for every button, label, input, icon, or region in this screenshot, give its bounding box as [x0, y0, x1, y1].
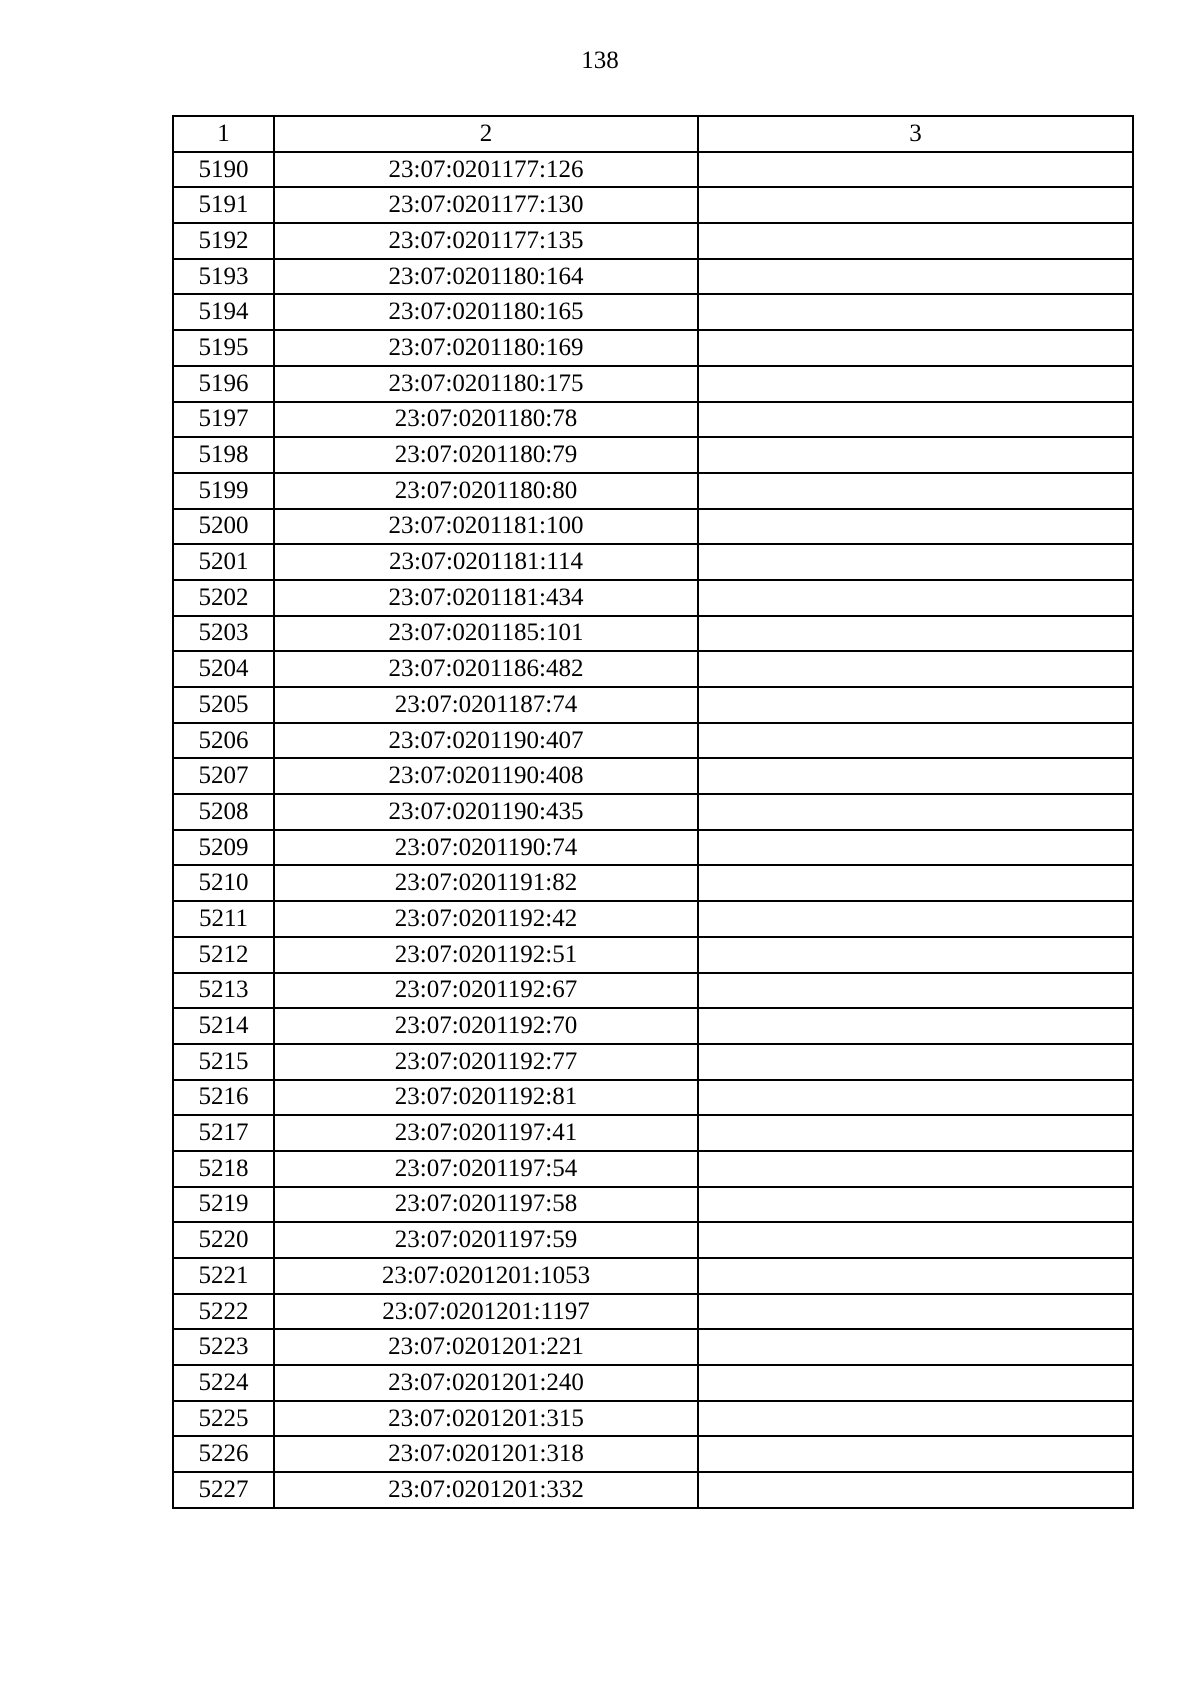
- table-row: [173, 1436, 1133, 1472]
- column-3-cell: [698, 366, 1133, 402]
- cadastral-number-cell: 23:07:0201201:318: [274, 1436, 698, 1472]
- column-3-cell: [698, 1080, 1133, 1116]
- table-body: [173, 152, 1133, 1508]
- cadastral-number-cell: 23:07:0201201:332: [274, 1472, 698, 1508]
- table-row: [173, 1329, 1133, 1365]
- column-3-cell: [698, 1187, 1133, 1223]
- row-number-cell: 5227: [173, 1472, 274, 1508]
- column-3-cell: [698, 580, 1133, 616]
- table-row: [173, 330, 1133, 366]
- column-3-cell: [698, 973, 1133, 1009]
- row-number-cell: 5200: [173, 509, 274, 545]
- row-number-cell: 5198: [173, 437, 274, 473]
- column-header-1: 1: [173, 116, 274, 152]
- cadastral-number-cell: 23:07:0201180:79: [274, 437, 698, 473]
- row-number-cell: 5212: [173, 937, 274, 973]
- column-3-cell: [698, 473, 1133, 509]
- cadastral-number-cell: 23:07:0201180:165: [274, 294, 698, 330]
- table-row: [173, 1294, 1133, 1330]
- column-3-cell: [698, 1472, 1133, 1508]
- row-number-cell: 5197: [173, 402, 274, 438]
- cadastral-number-cell: 23:07:0201190:408: [274, 758, 698, 794]
- column-3-cell: [698, 937, 1133, 973]
- table-row: [173, 1401, 1133, 1437]
- column-3-cell: [698, 1222, 1133, 1258]
- table-row: [173, 1365, 1133, 1401]
- table-row: [173, 865, 1133, 901]
- cadastral-number-cell: 23:07:0201181:100: [274, 509, 698, 545]
- column-3-cell: [698, 865, 1133, 901]
- row-number-cell: 5222: [173, 1294, 274, 1330]
- cadastral-number-cell: 23:07:0201197:54: [274, 1151, 698, 1187]
- table-header: [173, 116, 1133, 152]
- column-3-cell: [698, 152, 1133, 188]
- table-row: [173, 152, 1133, 188]
- table-row: [173, 1044, 1133, 1080]
- row-number-cell: 5223: [173, 1329, 274, 1365]
- column-3-cell: [698, 402, 1133, 438]
- row-number-cell: 5208: [173, 794, 274, 830]
- cadastral-number-cell: 23:07:0201180:169: [274, 330, 698, 366]
- row-number-cell: 5195: [173, 330, 274, 366]
- row-number-cell: 5221: [173, 1258, 274, 1294]
- cadastral-number-cell: 23:07:0201187:74: [274, 687, 698, 723]
- table-row: [173, 187, 1133, 223]
- cadastral-number-cell: 23:07:0201197:59: [274, 1222, 698, 1258]
- table-row: [173, 1472, 1133, 1508]
- table-row: [173, 1008, 1133, 1044]
- column-3-cell: [698, 223, 1133, 259]
- column-3-cell: [698, 1365, 1133, 1401]
- column-3-cell: [698, 1115, 1133, 1151]
- row-number-cell: 5201: [173, 544, 274, 580]
- table-row: [173, 473, 1133, 509]
- column-header-2: 2: [274, 116, 698, 152]
- row-number-cell: 5217: [173, 1115, 274, 1151]
- table-row: [173, 509, 1133, 545]
- table-row: [173, 437, 1133, 473]
- table-row: [173, 544, 1133, 580]
- column-3-cell: [698, 1258, 1133, 1294]
- row-number-cell: 5219: [173, 1187, 274, 1223]
- column-3-cell: [698, 1401, 1133, 1437]
- column-3-cell: [698, 509, 1133, 545]
- row-number-cell: 5194: [173, 294, 274, 330]
- row-number-cell: 5214: [173, 1008, 274, 1044]
- cadastral-number-cell: 23:07:0201192:70: [274, 1008, 698, 1044]
- row-number-cell: 5204: [173, 651, 274, 687]
- table-row: [173, 1151, 1133, 1187]
- cadastral-number-cell: 23:07:0201201:1197: [274, 1294, 698, 1330]
- table-row: [173, 616, 1133, 652]
- row-number-cell: 5213: [173, 973, 274, 1009]
- row-number-cell: 5209: [173, 830, 274, 866]
- table-row: [173, 580, 1133, 616]
- row-number-cell: 5191: [173, 187, 274, 223]
- column-header-3: 3: [698, 116, 1133, 152]
- column-3-cell: [698, 330, 1133, 366]
- column-3-cell: [698, 259, 1133, 295]
- table-row: [173, 687, 1133, 723]
- cadastral-number-cell: 23:07:0201190:407: [274, 723, 698, 759]
- cadastral-number-cell: 23:07:0201192:51: [274, 937, 698, 973]
- cadastral-number-cell: 23:07:0201177:126: [274, 152, 698, 188]
- table-row: [173, 1115, 1133, 1151]
- cadastral-number-cell: 23:07:0201190:435: [274, 794, 698, 830]
- cadastral-number-cell: 23:07:0201185:101: [274, 616, 698, 652]
- cadastral-number-cell: 23:07:0201201:221: [274, 1329, 698, 1365]
- cadastral-number-cell: 23:07:0201201:315: [274, 1401, 698, 1437]
- row-number-cell: 5218: [173, 1151, 274, 1187]
- row-number-cell: 5225: [173, 1401, 274, 1437]
- cadastral-number-cell: 23:07:0201180:80: [274, 473, 698, 509]
- row-number-cell: 5190: [173, 152, 274, 188]
- column-3-cell: [698, 616, 1133, 652]
- column-3-cell: [698, 901, 1133, 937]
- cadastral-number-cell: 23:07:0201180:78: [274, 402, 698, 438]
- table-row: [173, 901, 1133, 937]
- cadastral-number-cell: 23:07:0201192:42: [274, 901, 698, 937]
- column-3-cell: [698, 651, 1133, 687]
- cadastral-number-cell: 23:07:0201180:175: [274, 366, 698, 402]
- column-3-cell: [698, 758, 1133, 794]
- table-row: [173, 1258, 1133, 1294]
- table-row: [173, 758, 1133, 794]
- table-row: [173, 723, 1133, 759]
- row-number-cell: 5215: [173, 1044, 274, 1080]
- cadastral-number-cell: 23:07:0201190:74: [274, 830, 698, 866]
- row-number-cell: 5210: [173, 865, 274, 901]
- column-3-cell: [698, 1151, 1133, 1187]
- row-number-cell: 5206: [173, 723, 274, 759]
- header-row: [173, 116, 1133, 152]
- cadastral-number-cell: 23:07:0201192:67: [274, 973, 698, 1009]
- column-3-cell: [698, 1294, 1133, 1330]
- table-row: [173, 830, 1133, 866]
- cadastral-number-cell: 23:07:0201181:114: [274, 544, 698, 580]
- register-table: [172, 115, 1134, 1509]
- row-number-cell: 5205: [173, 687, 274, 723]
- table-row: [173, 651, 1133, 687]
- column-3-cell: [698, 723, 1133, 759]
- table-row: [173, 259, 1133, 295]
- column-3-cell: [698, 187, 1133, 223]
- row-number-cell: 5220: [173, 1222, 274, 1258]
- row-number-cell: 5226: [173, 1436, 274, 1472]
- cadastral-number-cell: 23:07:0201177:130: [274, 187, 698, 223]
- column-3-cell: [698, 1436, 1133, 1472]
- column-3-cell: [698, 437, 1133, 473]
- cadastral-number-cell: 23:07:0201186:482: [274, 651, 698, 687]
- column-3-cell: [698, 294, 1133, 330]
- row-number-cell: 5199: [173, 473, 274, 509]
- table-row: [173, 1080, 1133, 1116]
- row-number-cell: 5196: [173, 366, 274, 402]
- row-number-cell: 5211: [173, 901, 274, 937]
- table-row: [173, 223, 1133, 259]
- table-row: [173, 402, 1133, 438]
- column-3-cell: [698, 794, 1133, 830]
- cadastral-number-cell: 23:07:0201197:41: [274, 1115, 698, 1151]
- row-number-cell: 5207: [173, 758, 274, 794]
- table-row: [173, 973, 1133, 1009]
- cadastral-number-cell: 23:07:0201201:1053: [274, 1258, 698, 1294]
- row-number-cell: 5193: [173, 259, 274, 295]
- cadastral-number-cell: 23:07:0201197:58: [274, 1187, 698, 1223]
- column-3-cell: [698, 1008, 1133, 1044]
- row-number-cell: 5192: [173, 223, 274, 259]
- column-3-cell: [698, 830, 1133, 866]
- row-number-cell: 5202: [173, 580, 274, 616]
- table-row: [173, 1187, 1133, 1223]
- table-row: [173, 366, 1133, 402]
- cadastral-number-cell: 23:07:0201177:135: [274, 223, 698, 259]
- cadastral-number-cell: 23:07:0201180:164: [274, 259, 698, 295]
- row-number-cell: 5203: [173, 616, 274, 652]
- table-row: [173, 1222, 1133, 1258]
- column-3-cell: [698, 544, 1133, 580]
- table-row: [173, 794, 1133, 830]
- page-number: 138: [581, 47, 619, 74]
- row-number-cell: 5216: [173, 1080, 274, 1116]
- column-3-cell: [698, 1329, 1133, 1365]
- table-row: [173, 294, 1133, 330]
- cadastral-number-cell: 23:07:0201201:240: [274, 1365, 698, 1401]
- column-3-cell: [698, 1044, 1133, 1080]
- cadastral-number-cell: 23:07:0201192:77: [274, 1044, 698, 1080]
- cadastral-number-cell: 23:07:0201192:81: [274, 1080, 698, 1116]
- cadastral-number-cell: 23:07:0201181:434: [274, 580, 698, 616]
- table-row: [173, 937, 1133, 973]
- cadastral-number-cell: 23:07:0201191:82: [274, 865, 698, 901]
- column-3-cell: [698, 687, 1133, 723]
- row-number-cell: 5224: [173, 1365, 274, 1401]
